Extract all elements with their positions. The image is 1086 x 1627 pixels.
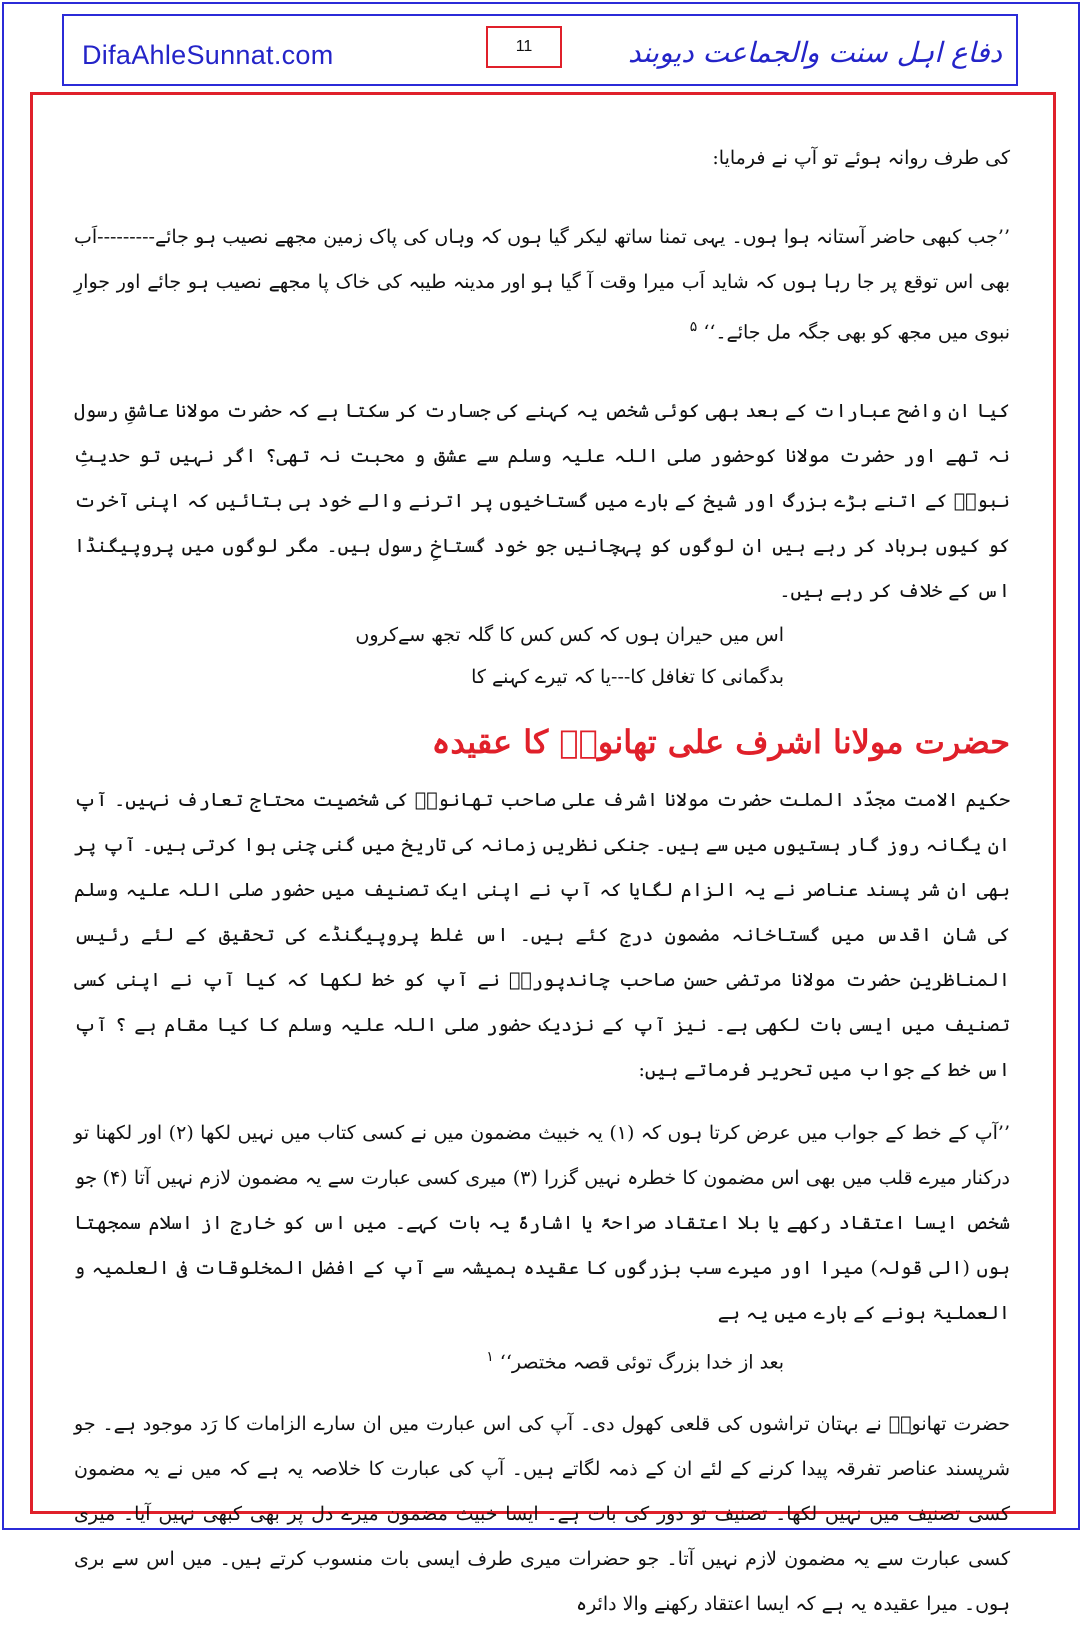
quote-2-last-line xyxy=(74,1336,1010,1383)
quote-block-2: ’’آپ کے خط کے جواب میں عرض کرتا ہوں کہ (۱) یہ خبیث مضمون میں نے کسی کتاب میں نہیں لکھا (۲) اور لکھنا تو درکنار میرے قلب میں بھی اس مضمون کا خطرہ نہیں گزرا (۳) میری کسی عبارت سے یہ مضمون لازم نہیں آتا (۴) جو شخص ایسا اعتقاد رکھے یا بلا اعتقاد صراحۃً یا اشارۃً یہ بات کہے۔ میں اس کو خارج از اسلام سمجھتا ہوں (الی قولہ) میرا اور میرے سب بزرگوں کا عقیدہ ہمیشہ سے آپ کے افضل المخلوقات فی العلمیہ و العملیۃ ہونے کے بارے میں یہ ہے xyxy=(74,1122,1011,1325)
footnote-ref-1: ۵ xyxy=(689,319,698,335)
paragraph-4: حضرت تھانویؒ نے بہتان تراشوں کی قلعی کھول دی۔ آپ کی اس عبارت میں ان سارے الزامات کا رَد موجود ہے۔ جو شرپسند عناصر تفرقہ پیدا کرنے کے لئے ان کے ذمہ لگاتے ہیں۔ آپ کی عبارت کا خلاصہ یہ ہے کہ میں نے یہ مضمون کسی تصنیف میں نہیں لکھا۔ تصنیف تو دور کی بات ہے۔ ایسا خبیث مضمون میرے دل پر بھی کبھی نہیں آیا۔ میری کسی عبارت سے یہ مضمون لازم نہیں آتا۔ جو حضرات میری طرف ایسی بات منسوب کرتے ہیں۔ میں اس سے بری ہوں۔ میرا عقیدہ یہ ہے کہ ایسا اعتقاد رکھنے والا دائرہ xyxy=(74,1412,1010,1615)
page-number: 11 xyxy=(486,26,562,68)
book-title: دفاع اہل سنت والجماعت دیوبند xyxy=(628,36,1002,69)
paragraph-2: کیا ان واضح عبارات کے بعد بھی کوئی شخص یہ کہنے کی جسارت کر سکتا ہے کہ حضرت مولانا عاشقِ رسول نہ تھے اور حضرت مولانا کوحضور صلی اللہ علیہ وسلم سے عشق و محبت نہ تھی؟ اگر نہیں تو حدیثِ نبویؐ کے اتنے بڑے بزرگ اور شیخ کے بارے میں گستاخیوں پر اترنے والے خود ہی بتائیں کہ اپنی آخرت کو کیوں برباد کر رہے ہیں ان لوگوں کو پہچانیں جو خود گستاخِ رسول ہیں۔ مگر لوگوں میں پروپیگنڈا اس کے خلاف کر رہے ہیں۔ xyxy=(74,400,1010,603)
intro-line: کی طرف روانہ ہوئے تو آپ نے فرمایا: xyxy=(712,147,1010,169)
page-body xyxy=(74,136,1010,1627)
quote-1-text: ’’جب کبھی حاضر آستانہ ہوا ہوں۔ یہی تمنا ساتھ لیکر گیا ہوں کہ وہاں کی پاک زمین مجھے نصیب ہو جائے---------اَب بھی اس توقع پر جا رہا ہوں کہ شاید اَب میرا وقت آ گیا ہو اور مدینہ طیبہ کی خاک پا مجھے نصیب ہو جائے اور جوارِ نبوی میں مجھ کو بھی جگہ مل جائے۔‘‘ xyxy=(74,226,1010,344)
footnote-ref-2: ۱ xyxy=(486,1349,494,1366)
site-name: DifaAhleSunnat.com xyxy=(82,40,334,70)
paragraph-3: حکیم الامت مجدّد الملت حضرت مولانا اشرف علی صاحب تھانویؒ کی شخصیت محتاج تعارف نہیں۔ آپ ان یگانہ روز گار ہستیوں میں سے ہیں۔ جنکی نظریں زمانہ کی تاریخ میں گنی چنی ہوا کرتی ہیں۔ آپ پر بھی ان شر پسند عناصر نے یہ الزام لگایا کہ آپ نے اپنی ایک تصنیف میں حضور صلی اللہ علیہ وسلم کی شانِ اقدس میں گستاخانہ مضمون درج کئے ہیں۔ اس غلط پروپیگنڈے کی تحقیق کے لئے رئیس المناظرین حضرت مولانا مرتضی حسن صاحب چاندپوریؒ نے آپ کو خط لکھا کہ کیا آپ نے اپنی کسی تصنیف میں ایسی بات لکھی ہے۔ نیز آپ کے نزدیک حضور صلی اللہ علیہ وسلم کا کیا مقام ہے ؟ آپ اس خط کے جواب میں تحریر فرماتے ہیں: xyxy=(74,789,1010,1082)
verse-line-1: اس میں حیران ہوں کہ کس کس کا گلہ تجھ سےکروں xyxy=(355,624,784,647)
quote-2-last-text: بعد از خدا بزرگ توئی قصہ مختصر‘‘ xyxy=(499,1351,784,1374)
verse-line-2: بدگمانی کا تغافل کا---یا کہ تیرے کہنے کا xyxy=(471,666,784,689)
quote-block-1 xyxy=(74,215,1010,355)
section-heading: حضرت مولانا اشرف علی تھانویؒ کا عقیدہ xyxy=(431,723,1010,762)
